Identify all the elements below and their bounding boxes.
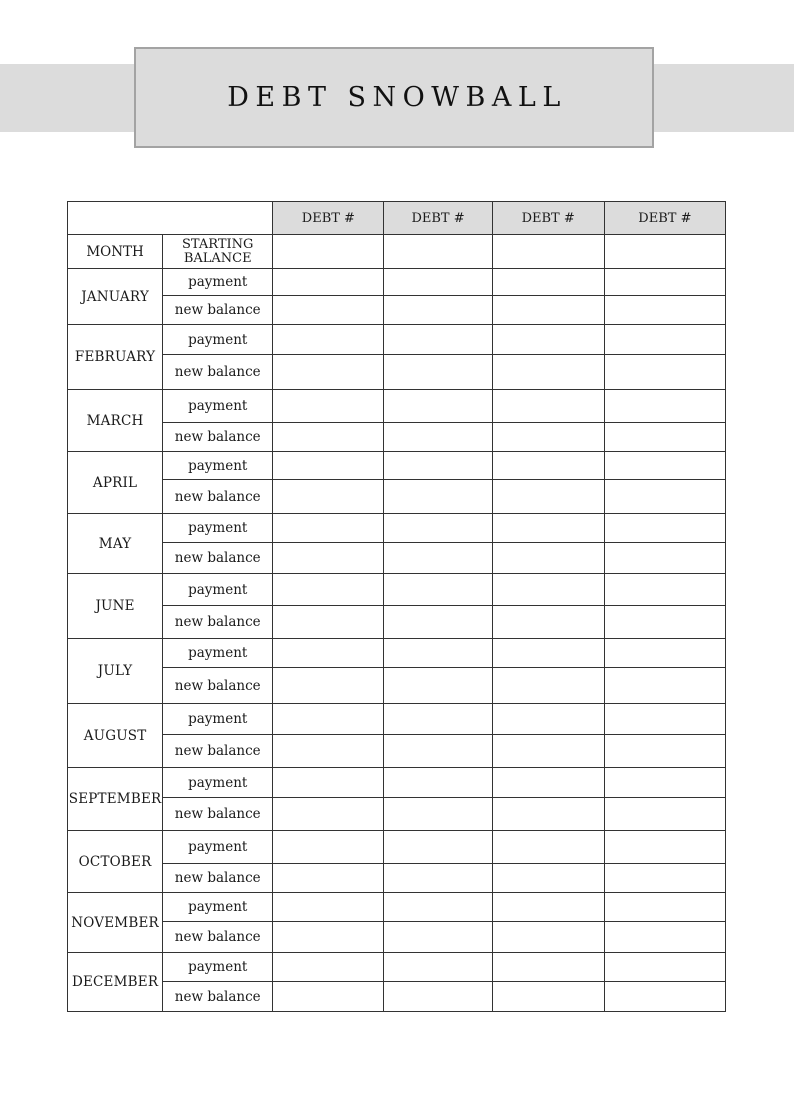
payment-cell[interactable] bbox=[492, 452, 604, 480]
payment-cell[interactable] bbox=[604, 704, 725, 735]
month-payment-row bbox=[68, 768, 726, 798]
payment-label: payment bbox=[163, 514, 273, 543]
payment-cell[interactable] bbox=[384, 893, 492, 922]
new-balance-label: new balance bbox=[163, 543, 273, 574]
new-balance-cell[interactable] bbox=[492, 606, 604, 639]
new-balance-label: new balance bbox=[163, 606, 273, 639]
payment-cell[interactable] bbox=[273, 831, 384, 864]
month-label: JULY bbox=[68, 639, 163, 704]
new-balance-cell[interactable] bbox=[273, 355, 384, 390]
payment-cell[interactable] bbox=[384, 639, 492, 668]
new-balance-cell[interactable] bbox=[604, 798, 725, 831]
starting-balance-line1: STARTING bbox=[182, 236, 254, 252]
new-balance-cell[interactable] bbox=[492, 864, 604, 893]
new-balance-cell[interactable] bbox=[492, 982, 604, 1012]
month-payment-row bbox=[68, 831, 726, 864]
new-balance-label: new balance bbox=[163, 864, 273, 893]
new-balance-label: new balance bbox=[163, 355, 273, 390]
month-label: AUGUST bbox=[68, 704, 163, 768]
new-balance-cell[interactable] bbox=[492, 296, 604, 325]
new-balance-cell[interactable] bbox=[384, 543, 492, 574]
new-balance-cell[interactable] bbox=[604, 982, 725, 1012]
new-balance-cell[interactable] bbox=[492, 423, 604, 452]
new-balance-label: new balance bbox=[163, 922, 273, 953]
new-balance-cell[interactable] bbox=[384, 480, 492, 514]
new-balance-cell[interactable] bbox=[604, 296, 725, 325]
payment-cell[interactable] bbox=[604, 831, 725, 864]
new-balance-cell[interactable] bbox=[604, 668, 725, 704]
page-title: DEBT SNOWBALL bbox=[227, 82, 567, 113]
month-label: JANUARY bbox=[68, 269, 163, 325]
month-label: OCTOBER bbox=[68, 831, 163, 893]
month-payment-row bbox=[68, 269, 726, 296]
new-balance-cell[interactable] bbox=[273, 922, 384, 953]
new-balance-label: new balance bbox=[163, 735, 273, 768]
payment-cell[interactable] bbox=[492, 953, 604, 982]
new-balance-cell[interactable] bbox=[384, 735, 492, 768]
payment-cell[interactable] bbox=[384, 269, 492, 296]
new-balance-cell[interactable] bbox=[273, 296, 384, 325]
payment-cell[interactable] bbox=[604, 639, 725, 668]
month-new-balance-row bbox=[68, 668, 726, 704]
new-balance-cell[interactable] bbox=[384, 982, 492, 1012]
month-label: DECEMBER bbox=[68, 953, 163, 1012]
new-balance-cell[interactable] bbox=[604, 543, 725, 574]
new-balance-cell[interactable] bbox=[273, 735, 384, 768]
new-balance-cell[interactable] bbox=[492, 922, 604, 953]
new-balance-cell[interactable] bbox=[384, 355, 492, 390]
starting-balance-cell[interactable] bbox=[384, 235, 492, 269]
month-new-balance-row bbox=[68, 735, 726, 768]
month-column-header: MONTH bbox=[68, 235, 163, 269]
new-balance-cell[interactable] bbox=[604, 864, 725, 893]
payment-label: payment bbox=[163, 390, 273, 423]
new-balance-cell[interactable] bbox=[384, 296, 492, 325]
payment-cell[interactable] bbox=[384, 514, 492, 543]
payment-label: payment bbox=[163, 704, 273, 735]
payment-cell[interactable] bbox=[273, 704, 384, 735]
header-row bbox=[68, 202, 726, 235]
payment-cell[interactable] bbox=[604, 953, 725, 982]
payment-cell[interactable] bbox=[384, 953, 492, 982]
new-balance-cell[interactable] bbox=[604, 480, 725, 514]
new-balance-cell[interactable] bbox=[492, 668, 604, 704]
payment-cell[interactable] bbox=[384, 325, 492, 355]
month-label: JUNE bbox=[68, 574, 163, 639]
starting-balance-cell[interactable] bbox=[492, 235, 604, 269]
month-payment-row bbox=[68, 325, 726, 355]
month-new-balance-row bbox=[68, 606, 726, 639]
payment-label: payment bbox=[163, 269, 273, 296]
payment-cell[interactable] bbox=[384, 831, 492, 864]
starting-balance-row bbox=[68, 235, 726, 269]
payment-label: payment bbox=[163, 574, 273, 606]
month-payment-row bbox=[68, 639, 726, 668]
payment-cell[interactable] bbox=[384, 768, 492, 798]
debt-snowball-table bbox=[67, 201, 726, 1012]
month-label: MAY bbox=[68, 514, 163, 574]
debt-header-3: DEBT # bbox=[492, 202, 604, 235]
new-balance-label: new balance bbox=[163, 982, 273, 1012]
payment-label: payment bbox=[163, 768, 273, 798]
month-payment-row bbox=[68, 514, 726, 543]
new-balance-cell[interactable] bbox=[273, 982, 384, 1012]
month-label: APRIL bbox=[68, 452, 163, 514]
new-balance-cell[interactable] bbox=[384, 606, 492, 639]
new-balance-cell[interactable] bbox=[384, 922, 492, 953]
new-balance-cell[interactable] bbox=[492, 355, 604, 390]
new-balance-cell[interactable] bbox=[604, 606, 725, 639]
payment-cell[interactable] bbox=[492, 704, 604, 735]
payment-cell[interactable] bbox=[273, 953, 384, 982]
new-balance-cell[interactable] bbox=[604, 735, 725, 768]
payment-label: payment bbox=[163, 452, 273, 480]
month-new-balance-row bbox=[68, 864, 726, 893]
new-balance-cell[interactable] bbox=[384, 864, 492, 893]
payment-cell[interactable] bbox=[604, 768, 725, 798]
payment-cell[interactable] bbox=[384, 452, 492, 480]
new-balance-cell[interactable] bbox=[384, 798, 492, 831]
payment-cell[interactable] bbox=[273, 452, 384, 480]
payment-label: payment bbox=[163, 831, 273, 864]
month-payment-row bbox=[68, 704, 726, 735]
payment-cell[interactable] bbox=[492, 768, 604, 798]
payment-cell[interactable] bbox=[492, 514, 604, 543]
new-balance-cell[interactable] bbox=[273, 668, 384, 704]
payment-cell[interactable] bbox=[492, 269, 604, 296]
payment-cell[interactable] bbox=[604, 269, 725, 296]
payment-cell[interactable] bbox=[604, 574, 725, 606]
month-label: FEBRUARY bbox=[68, 325, 163, 390]
starting-balance-header bbox=[163, 235, 273, 269]
month-new-balance-row bbox=[68, 423, 726, 452]
payment-cell[interactable] bbox=[384, 390, 492, 423]
new-balance-cell[interactable] bbox=[273, 606, 384, 639]
payment-cell[interactable] bbox=[604, 390, 725, 423]
month-new-balance-row bbox=[68, 296, 726, 325]
month-new-balance-row bbox=[68, 480, 726, 514]
payment-cell[interactable] bbox=[273, 390, 384, 423]
payment-cell[interactable] bbox=[492, 893, 604, 922]
payment-cell[interactable] bbox=[384, 704, 492, 735]
new-balance-cell[interactable] bbox=[492, 735, 604, 768]
payment-cell[interactable] bbox=[273, 325, 384, 355]
month-label: NOVEMBER bbox=[68, 893, 163, 953]
title-box bbox=[134, 47, 654, 148]
new-balance-label: new balance bbox=[163, 480, 273, 514]
month-new-balance-row bbox=[68, 543, 726, 574]
new-balance-cell[interactable] bbox=[604, 922, 725, 953]
new-balance-label: new balance bbox=[163, 296, 273, 325]
payment-cell[interactable] bbox=[384, 574, 492, 606]
payment-cell[interactable] bbox=[492, 639, 604, 668]
month-new-balance-row bbox=[68, 922, 726, 953]
payment-cell[interactable] bbox=[273, 574, 384, 606]
payment-cell[interactable] bbox=[273, 639, 384, 668]
payment-cell[interactable] bbox=[604, 452, 725, 480]
payment-cell[interactable] bbox=[273, 893, 384, 922]
new-balance-cell[interactable] bbox=[384, 668, 492, 704]
payment-cell[interactable] bbox=[604, 893, 725, 922]
month-label: MARCH bbox=[68, 390, 163, 452]
payment-cell[interactable] bbox=[604, 514, 725, 543]
new-balance-label: new balance bbox=[163, 423, 273, 452]
new-balance-cell[interactable] bbox=[492, 798, 604, 831]
payment-label: payment bbox=[163, 639, 273, 668]
payment-cell[interactable] bbox=[492, 831, 604, 864]
month-new-balance-row bbox=[68, 798, 726, 831]
new-balance-cell[interactable] bbox=[492, 543, 604, 574]
new-balance-cell[interactable] bbox=[492, 480, 604, 514]
starting-balance-cell[interactable] bbox=[273, 235, 384, 269]
payment-cell[interactable] bbox=[492, 574, 604, 606]
new-balance-cell[interactable] bbox=[384, 423, 492, 452]
payment-label: payment bbox=[163, 893, 273, 922]
month-new-balance-row bbox=[68, 355, 726, 390]
new-balance-label: new balance bbox=[163, 668, 273, 704]
starting-balance-cell[interactable] bbox=[604, 235, 725, 269]
month-payment-row bbox=[68, 893, 726, 922]
payment-cell[interactable] bbox=[492, 325, 604, 355]
payment-cell[interactable] bbox=[273, 514, 384, 543]
new-balance-cell[interactable] bbox=[273, 480, 384, 514]
payment-label: payment bbox=[163, 325, 273, 355]
month-new-balance-row bbox=[68, 982, 726, 1012]
payment-cell[interactable] bbox=[492, 390, 604, 423]
new-balance-cell[interactable] bbox=[604, 355, 725, 390]
month-payment-row bbox=[68, 452, 726, 480]
new-balance-cell[interactable] bbox=[273, 543, 384, 574]
payment-label: payment bbox=[163, 953, 273, 982]
header-blank-cell bbox=[68, 202, 273, 235]
payment-cell[interactable] bbox=[604, 325, 725, 355]
new-balance-cell[interactable] bbox=[273, 798, 384, 831]
debt-header-1: DEBT # bbox=[273, 202, 384, 235]
month-payment-row bbox=[68, 953, 726, 982]
debt-header-2: DEBT # bbox=[384, 202, 492, 235]
month-payment-row bbox=[68, 390, 726, 423]
month-label: SEPTEMBER bbox=[68, 768, 163, 831]
new-balance-label: new balance bbox=[163, 798, 273, 831]
starting-balance-line2: BALANCE bbox=[183, 250, 252, 266]
debt-header-4: DEBT # bbox=[604, 202, 725, 235]
payment-cell[interactable] bbox=[273, 768, 384, 798]
new-balance-cell[interactable] bbox=[273, 864, 384, 893]
new-balance-cell[interactable] bbox=[273, 423, 384, 452]
month-payment-row bbox=[68, 574, 726, 606]
new-balance-cell[interactable] bbox=[604, 423, 725, 452]
payment-cell[interactable] bbox=[273, 269, 384, 296]
